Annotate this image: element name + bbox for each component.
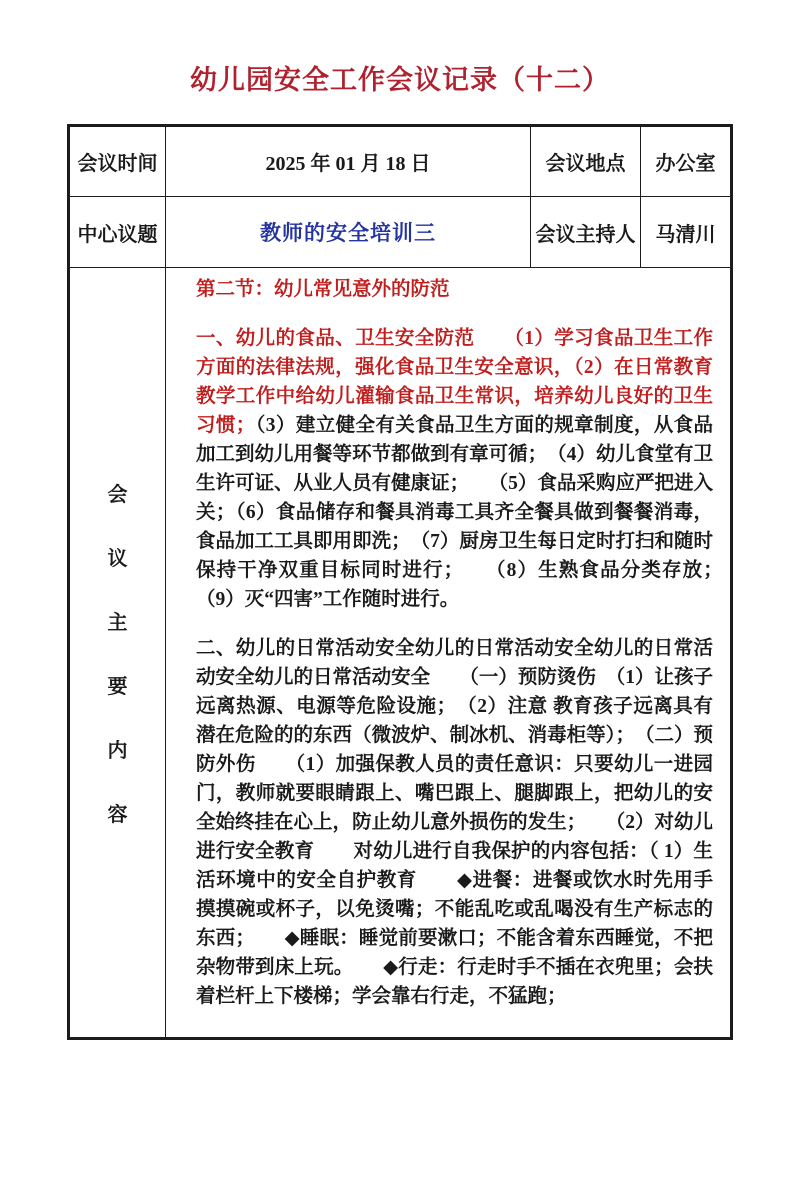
side-label-char: 内: [107, 740, 128, 762]
central-topic-label: 中心议题: [69, 197, 166, 268]
side-label-char: 要: [107, 676, 128, 698]
side-label-char: 会: [107, 484, 128, 506]
meeting-time-value: 2025 年 01 月 18 日: [166, 126, 531, 197]
side-label-char: 主: [107, 612, 128, 634]
meeting-host-value: 马清川: [641, 197, 732, 268]
meeting-place-label: 会议地点: [531, 126, 641, 197]
document-page: [0, 62, 800, 1195]
paragraph-black-run: （3）建立健全有关食品卫生方面的规章制度，从食品加工到幼儿用餐等环节都做到有章可循； （4）幼儿食堂有卫生许可证、从业人员有健康证； （5）食品采购应严把进入关；（6）食品储存和餐具消毒工具齐全餐具做到餐餐消毒，食品加工工具即用即洗； （7）厨房卫生每日定时打扫和随时保持干净双重目标同时进行； （8）生熟食品分类存放； （9）灭“四害”工作随时进行。: [196, 415, 753, 610]
meeting-time-label: 会议时间: [69, 126, 166, 197]
section-heading: 第二节：幼儿常见意外的防范: [196, 279, 450, 300]
page-title: 幼儿园安全工作会议记录（十二）: [190, 65, 610, 95]
content-paragraph-daily-activity-safety: 二、幼儿的日常活动安全幼儿的日常活动安全幼儿的日常活动安全幼儿的日常活动安全 （一）预防烫伤 （1）让孩子远离热源、电源等危险设施； （2）注意 教育孩子远离具有潜在危险的的东西（微波炉、制冰机、消毒柜等）； （二）预防外伤 （1）加强保教人员的责任意识：只要幼儿一进园门，教师就要眼睛跟上、嘴巴跟上、腿脚跟上，把幼儿的安全始终挂在心上，防止幼儿意外损伤的发生； （2）对幼儿进行安全教育 对幼儿进行自我保护的内容包括：（ 1）生活环境中的安全自护教育 ◆进餐：进餐或饮水时先用手摸摸碗或杯子，以免烫嘴；不能乱吃或乱喝没有生产标志的东西； ◆睡眠：睡觉前要漱口；不能含着东西睡觉，不把杂物带到床上玩。 ◆行走：行走时手不插在衣兜里；会扶着栏杆上下楼梯；学会靠右行走，不猛跑；: [196, 638, 713, 1007]
side-label-char: 议: [107, 548, 128, 570]
meeting-record-table: [67, 124, 753, 1040]
meeting-topic-row: [69, 197, 732, 268]
paragraph-red-run: 一、幼儿的食品、卫生安全防范 （1）学习食品卫生工作方面的法律法规，强化食品卫生安全意识，（2）在日常教育教学工作中给幼儿灌输食品卫生常识，培养幼儿良好的卫生习惯；: [196, 328, 713, 436]
main-content-side-label-cell: [69, 268, 166, 1039]
meeting-time-row: [69, 126, 732, 197]
meeting-place-value: 办公室: [641, 126, 732, 197]
side-label-char: 容: [107, 804, 128, 826]
central-topic-value: 教师的安全培训三: [260, 221, 436, 245]
meeting-content-row: [69, 268, 732, 1039]
main-content-cell: [166, 268, 753, 1039]
main-content-side-label: [70, 478, 165, 827]
content-paragraph-food-safety: [196, 324, 753, 614]
meeting-host-label: 会议主持人: [531, 197, 641, 268]
